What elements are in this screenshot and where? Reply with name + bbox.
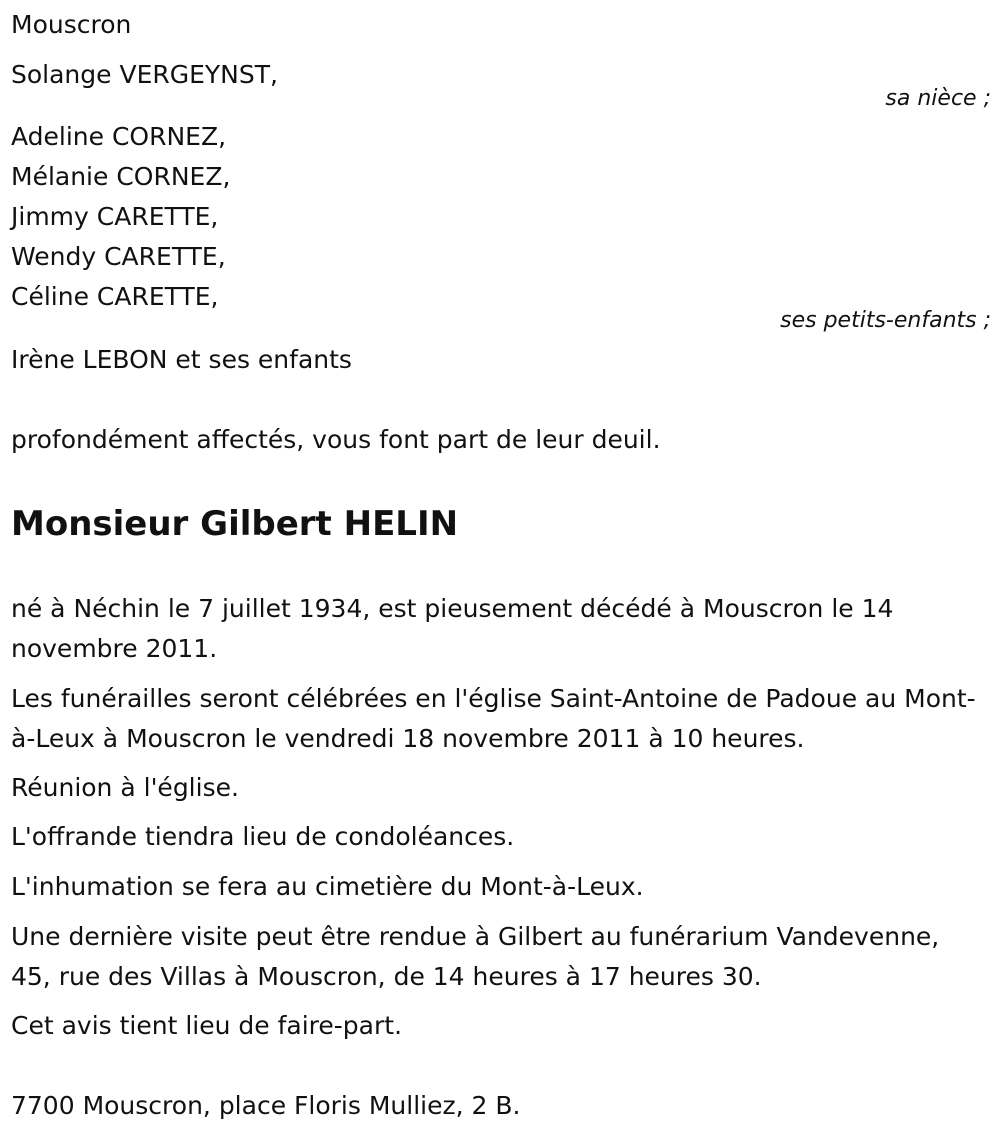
grandchildren-relation: ses petits-enfants ; xyxy=(780,308,991,333)
grandchild-name: Céline CARETTE, xyxy=(11,282,219,311)
grandchild-name: Wendy CARETTE, xyxy=(11,242,226,271)
paragraph-burial: L'inhumation se fera au cimetière du Mont-à-Leux. xyxy=(11,872,644,901)
announcement-text: profondément affectés, vous font part de leur deuil. xyxy=(11,425,661,454)
niece-relation: sa nièce ; xyxy=(885,86,991,111)
grandchild-name: Jimmy CARETTE, xyxy=(11,202,219,231)
address: 7700 Mouscron, place Floris Mulliez, 2 B. xyxy=(11,1091,521,1120)
grandchild-name: Mélanie CORNEZ, xyxy=(11,162,231,191)
paragraph-notice: Cet avis tient lieu de faire-part. xyxy=(11,1011,403,1040)
paragraph-meeting: Réunion à l'église. xyxy=(11,773,239,802)
paragraph-offering: L'offrande tiendra lieu de condoléances. xyxy=(11,822,515,851)
paragraph-visit: Une dernière visite peut être rendue à Gilbert au funérarium Vandevenne, 45, rue des Villas à Mouscron, de 14 heures à 17 heures 30. xyxy=(11,922,940,991)
location-heading: Mouscron xyxy=(11,10,132,39)
deceased-name-title: Monsieur Gilbert HELIN xyxy=(11,504,459,544)
niece-name: Solange VERGEYNST, xyxy=(11,60,278,89)
grandchild-name: Adeline CORNEZ, xyxy=(11,122,227,151)
other-family: Irène LEBON et ses enfants xyxy=(11,345,352,374)
paragraph-birth-death: né à Néchin le 7 juillet 1934, est pieusement décédé à Mouscron le 14 novembre 2011. xyxy=(11,594,894,663)
paragraph-funeral: Les funérailles seront célébrées en l'église Saint-Antoine de Padoue au Mont-à-Leux à Mouscron le vendredi 18 novembre 2011 à 10 heures. xyxy=(11,684,976,753)
